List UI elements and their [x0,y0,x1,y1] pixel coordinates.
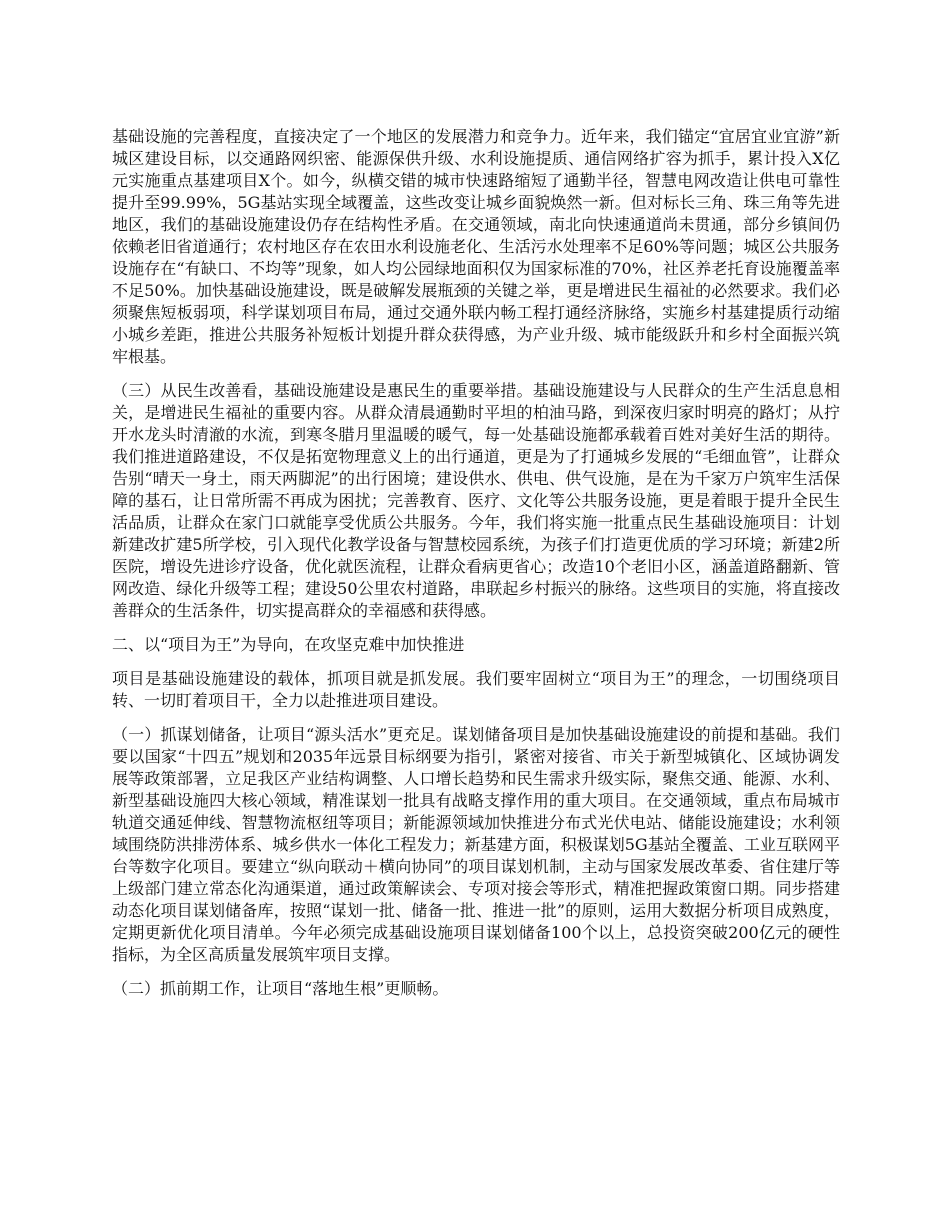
paragraph-preliminary-work: （二）抓前期工作，让项目“落地生根”更顺畅。 [112,979,449,998]
paragraph-livelihood-improvement: （三）从民生改善看，基础设施建设是惠民生的重要举措。基础设施建设与人民群众的生产生活息息相关，是增进民生福祉的重要内容。从群众清晨通勤时平坦的柏油马路，到深夜归家时明亮的路灯；从拧开水龙头时清澈的水流，到寒冬腊月里温暖的暖气，每一处基础设施都承载着百姓对美好生活的期待。我们推进道路建设，不仅是拓宽物理意义上的出行通道，更是为了打通城乡发展的“毛细血管”，让群众告别“晴天一身土，雨天两脚泥”的出行困境；建设供水、供电、供气设施，是在为千家万户筑牢生活保障的基石，让日常所需不再成为困扰；完善教育、医疗、文化等公共服务设施，更是着眼于提升全民生活品质，让群众在家门口就能享受优质公共服务。今年，我们将实施一批重点民生基础设施项目：计划新建改扩建5所学校，引入现代化教学设备与智慧校园系统，为孩子们打造更优质的学习环境；新建2所医院，增设先进诊疗设备，优化就医流程，让群众看病更省心；改造10个老旧小区，涵盖道路翻新、管网改造、绿化升级等工程；建设50公里农村道路，串联起乡村振兴的脉络。这些项目的实施，将直接改善群众的生活条件，切实提高群众的幸福感和获得感。 [112,381,840,620]
paragraph-planning-reserve: （一）抓谋划储备，让项目“源头活水”更充足。谋划储备项目是加快基础设施建设的前提和基础。我们要以国家“十四五”规划和2035年远景目标纲要为指引，紧密对接省、市关于新型城镇化、区域协调发展等政策部署，立足我区产业结构调整、人口增长趋势和民生需求升级实际，聚焦交通、能源、水利、新型基础设施四大核心领域，精准谋划一批具有战略支撑作用的重大项目。在交通领域，重点布局城市轨道交通延伸线、智慧物流枢纽等项目；新能源领域加快推进分布式光伏电站、储能设施建设；水利领域围绕防洪排涝体系、城乡供水一体化工程发力；新基建方面，积极谋划5G基站全覆盖、工业互联网平台等数字化项目。要建立“纵向联动＋横向协同”的项目谋划机制，主动与国家发展改革委、省住建厅等上级部门建立常态化沟通渠道，通过政策解读会、专项对接会等形式，精准把握政策窗口期。同步搭建动态化项目谋划储备库，按照“谋划一批、储备一批、推进一批”的原则，运用大数据分析项目成熟度，定期更新优化项目清单。今年必须完成基础设施项目谋划储备100个以上，总投资突破200亿元的硬性指标，为全区高质量发展筑牢项目支撑。 [112,725,840,964]
paragraph-infrastructure-overview: 基础设施的完善程度，直接决定了一个地区的发展潜力和竞争力。近年来，我们锚定“宜居宜业宜游”新城区建设目标，以交通路网织密、能源保供升级、水利设施提质、通信网络扩容为抓手，累计投入X亿元实施重点基建项目X个。如今，纵横交错的城市快速路缩短了通勤半径，智慧电网改造让供电可靠性提升至99.99%，5G基站实现全域覆盖，这些改变让城乡面貌焕然一新。但对标长三角、珠三角等先进地区，我们的基础设施建设仍存在结构性矛盾。在交通领域，南北向快速通道尚未贯通，部分乡镇间仍依赖老旧省道通行；农村地区存在农田水利设施老化、生活污水处理率不足60%等问题；城区公共服务设施存在“有缺口、不均等”现象，如人均公园绿地面积仅为国家标准的70%，社区养老托育设施覆盖率不足50%。加快基础设施建设，既是破解发展瓶颈的关键之举，更是增进民生福祉的必然要求。我们必须聚焦短板弱项，科学谋划项目布局，通过交通外联内畅工程打通经济脉络，实施乡村基建提质行动缩小城乡差距，推进公共服务补短板计划提升群众获得感，为产业升级、城市能级跃升和乡村全面振兴筑牢根基。 [112,127,840,366]
paragraph-project-carrier: 项目是基础设施建设的载体，抓项目就是抓发展。我们要牢固树立“项目为王”的理念，一切围绕项目转、一切盯着项目干，全力以赴推进项目建设。 [112,669,840,710]
section-heading-project-first: 二、以“项目为王”为导向，在攻坚克难中加快推进 [112,635,465,654]
document-page [112,126,840,1012]
